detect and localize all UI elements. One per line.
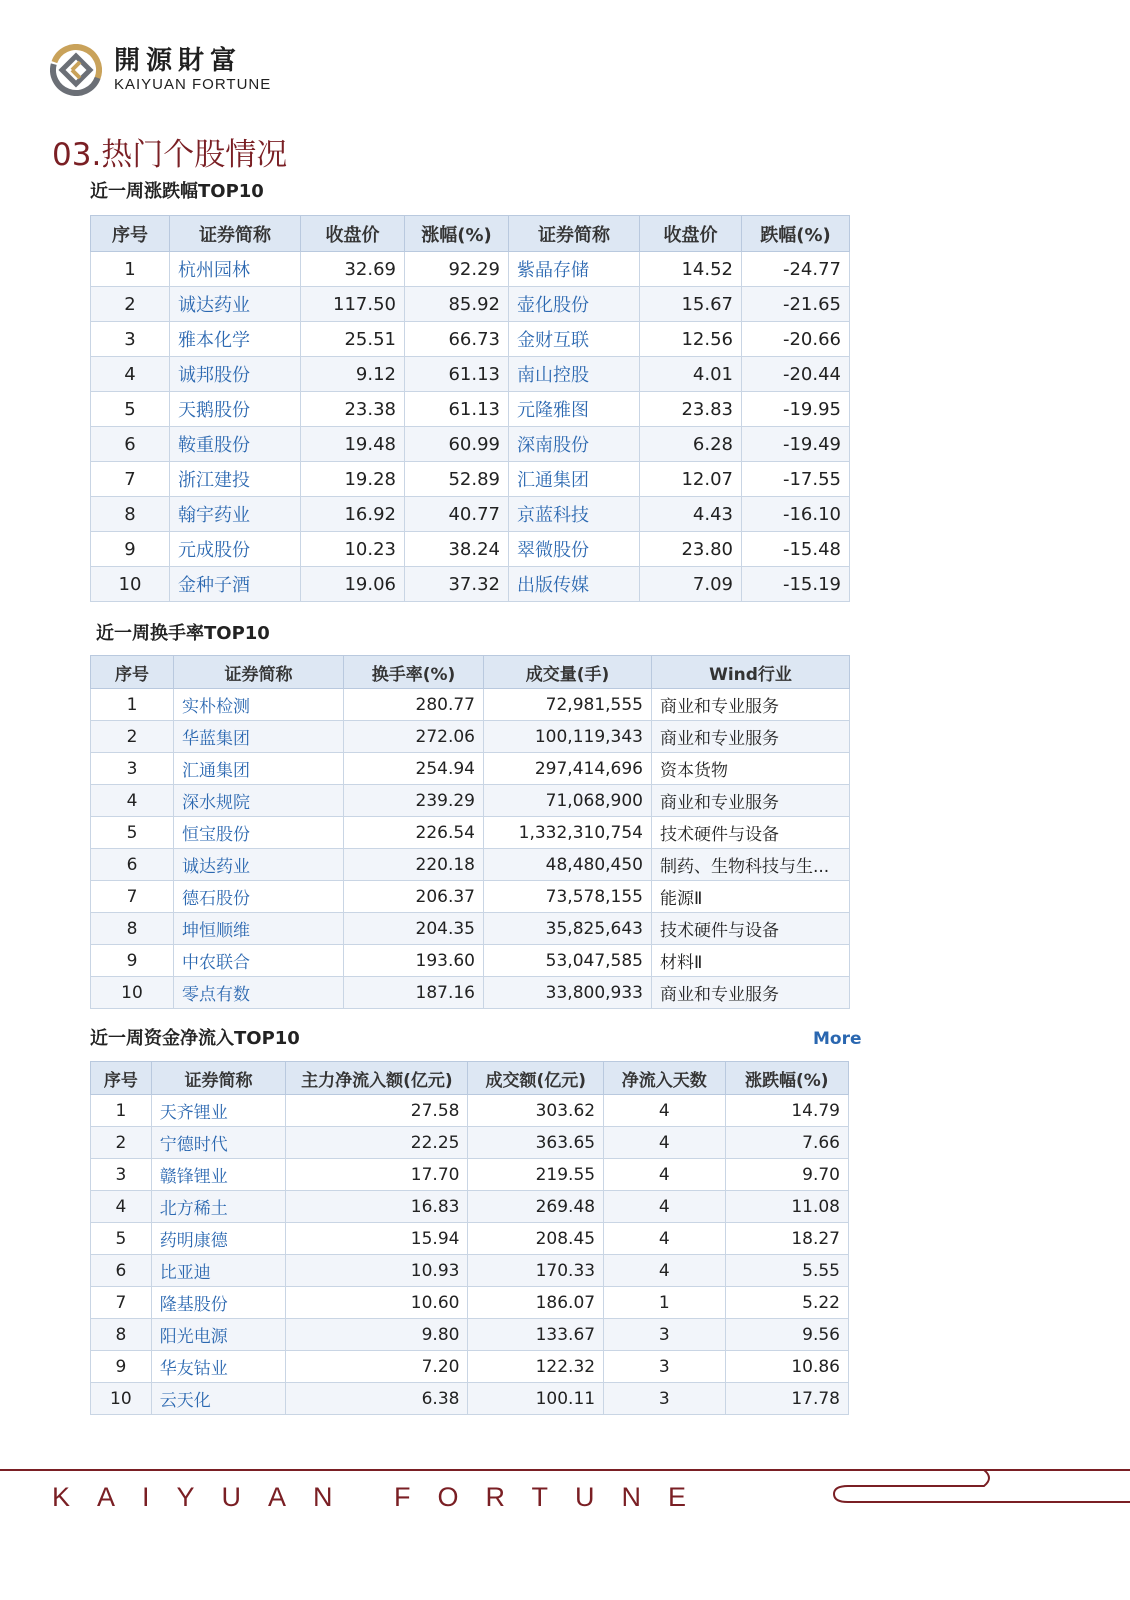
cell-rank: 9 <box>91 1351 152 1383</box>
cell-stock-name[interactable]: 德石股份 <box>174 881 344 913</box>
cell-loser-name[interactable]: 壶化股份 <box>509 287 640 322</box>
cell-volume: 35,825,643 <box>484 913 652 945</box>
cell-rank: 6 <box>91 849 174 881</box>
table-row <box>91 252 850 287</box>
cell-gainer-name[interactable]: 金种子酒 <box>170 567 301 602</box>
column-header-rank: 序号 <box>91 1062 152 1095</box>
cell-loser-name[interactable]: 深南股份 <box>509 427 640 462</box>
table-row <box>91 1351 849 1383</box>
cell-gain-pct: 40.77 <box>405 497 509 532</box>
table-row <box>91 817 850 849</box>
cell-gainer-name[interactable]: 元成股份 <box>170 532 301 567</box>
cell-wind-industry: 商业和专业服务 <box>652 721 850 753</box>
cell-gain-pct: 38.24 <box>405 532 509 567</box>
table-row <box>91 357 850 392</box>
cell-rank: 4 <box>91 1191 152 1223</box>
table-row <box>91 689 850 721</box>
footer-brand-text: KAIYUAN FORTUNE <box>52 1482 714 1512</box>
column-header-loser-close: 收盘价 <box>640 216 742 252</box>
cell-loss-pct: -21.65 <box>742 287 850 322</box>
net-inflow-table <box>90 1061 849 1415</box>
cell-stock-name[interactable]: 宁德时代 <box>151 1127 286 1159</box>
cell-loser-name[interactable]: 金财互联 <box>509 322 640 357</box>
cell-rank: 7 <box>91 462 170 497</box>
cell-stock-name[interactable]: 云天化 <box>151 1383 286 1415</box>
cell-change-pct: 5.22 <box>725 1287 848 1319</box>
logo-english-name: KAIYUAN FORTUNE <box>114 76 272 93</box>
table-row <box>91 1223 849 1255</box>
cell-amount: 363.65 <box>468 1127 604 1159</box>
cell-gain-pct: 66.73 <box>405 322 509 357</box>
cell-gainer-name[interactable]: 雅本化学 <box>170 322 301 357</box>
cell-gain-pct: 52.89 <box>405 462 509 497</box>
cell-turnover-rate: 280.77 <box>344 689 484 721</box>
cell-wind-industry: 资本货物 <box>652 753 850 785</box>
cell-gainer-close: 19.28 <box>301 462 405 497</box>
cell-loser-name[interactable]: 紫晶存储 <box>509 252 640 287</box>
table-row <box>91 913 850 945</box>
cell-loser-close: 7.09 <box>640 567 742 602</box>
logo-chinese-name: 開源財富 <box>114 46 243 76</box>
cell-gainer-name[interactable]: 诚达药业 <box>170 287 301 322</box>
cell-loser-name[interactable]: 京蓝科技 <box>509 497 640 532</box>
cell-turnover-rate: 220.18 <box>344 849 484 881</box>
cell-stock-name[interactable]: 北方稀土 <box>151 1191 286 1223</box>
table2-title: 近一周换手率TOP10 <box>96 623 270 644</box>
cell-turnover-rate: 272.06 <box>344 721 484 753</box>
cell-rank: 3 <box>91 1159 152 1191</box>
cell-rank: 7 <box>91 1287 152 1319</box>
kaiyuan-logo-icon <box>50 44 102 96</box>
cell-loss-pct: -15.48 <box>742 532 850 567</box>
cell-amount: 100.11 <box>468 1383 604 1415</box>
cell-loss-pct: -24.77 <box>742 252 850 287</box>
cell-rank: 8 <box>91 913 174 945</box>
table-header-row <box>91 1062 849 1095</box>
cell-gain-pct: 92.29 <box>405 252 509 287</box>
cell-change-pct: 17.78 <box>725 1383 848 1415</box>
cell-amount: 133.67 <box>468 1319 604 1351</box>
table-row <box>91 392 850 427</box>
cell-rank: 1 <box>91 252 170 287</box>
cell-inflow-days: 4 <box>604 1255 725 1287</box>
cell-stock-name[interactable]: 中农联合 <box>174 945 344 977</box>
cell-net-inflow: 15.94 <box>286 1223 468 1255</box>
cell-gainer-close: 25.51 <box>301 322 405 357</box>
cell-rank: 3 <box>91 753 174 785</box>
cell-stock-name[interactable]: 诚达药业 <box>174 849 344 881</box>
cell-rank: 3 <box>91 322 170 357</box>
column-header-turnover-rate: 换手率(%) <box>344 656 484 689</box>
column-header-loss-pct: 跌幅(%) <box>742 216 850 252</box>
cell-rank: 7 <box>91 881 174 913</box>
cell-gain-pct: 37.32 <box>405 567 509 602</box>
cell-volume: 33,800,933 <box>484 977 652 1009</box>
cell-amount: 269.48 <box>468 1191 604 1223</box>
cell-volume: 73,578,155 <box>484 881 652 913</box>
cell-gain-pct: 60.99 <box>405 427 509 462</box>
table-row <box>91 1287 849 1319</box>
cell-gainer-close: 16.92 <box>301 497 405 532</box>
cell-net-inflow: 10.93 <box>286 1255 468 1287</box>
table-row <box>91 977 850 1009</box>
column-header-rank: 序号 <box>91 216 170 252</box>
cell-rank: 6 <box>91 427 170 462</box>
cell-rank: 10 <box>91 1383 152 1415</box>
footer-decoration-icon <box>832 1468 1130 1504</box>
cell-stock-name[interactable]: 阳光电源 <box>151 1319 286 1351</box>
cell-change-pct: 14.79 <box>725 1095 848 1127</box>
cell-net-inflow: 22.25 <box>286 1127 468 1159</box>
price-change-table <box>90 215 850 602</box>
cell-inflow-days: 4 <box>604 1127 725 1159</box>
cell-wind-industry: 材料Ⅱ <box>652 945 850 977</box>
cell-wind-industry: 商业和专业服务 <box>652 977 850 1009</box>
table-header-row <box>91 656 850 689</box>
cell-rank: 2 <box>91 1127 152 1159</box>
cell-loser-close: 23.83 <box>640 392 742 427</box>
table-row <box>91 567 850 602</box>
table-row <box>91 532 850 567</box>
cell-volume: 72,981,555 <box>484 689 652 721</box>
brand-logo <box>50 42 271 98</box>
cell-gainer-close: 117.50 <box>301 287 405 322</box>
cell-stock-name[interactable]: 赣锋锂业 <box>151 1159 286 1191</box>
section-title: 03.热门个股情况 <box>52 137 288 173</box>
cell-loser-name[interactable]: 南山控股 <box>509 357 640 392</box>
cell-rank: 2 <box>91 721 174 753</box>
cell-rank: 2 <box>91 287 170 322</box>
cell-inflow-days: 4 <box>604 1095 725 1127</box>
cell-loser-name[interactable]: 元隆雅图 <box>509 392 640 427</box>
cell-rank: 4 <box>91 785 174 817</box>
cell-loser-name[interactable]: 出版传媒 <box>509 567 640 602</box>
cell-gainer-close: 10.23 <box>301 532 405 567</box>
column-header-gainer-close: 收盘价 <box>301 216 405 252</box>
cell-rank: 9 <box>91 945 174 977</box>
cell-rank: 8 <box>91 497 170 532</box>
cell-volume: 297,414,696 <box>484 753 652 785</box>
cell-amount: 208.45 <box>468 1223 604 1255</box>
cell-stock-name[interactable]: 药明康德 <box>151 1223 286 1255</box>
column-header-volume: 成交量(手) <box>484 656 652 689</box>
cell-turnover-rate: 206.37 <box>344 881 484 913</box>
column-header-gainer-name: 证券简称 <box>170 216 301 252</box>
cell-inflow-days: 1 <box>604 1287 725 1319</box>
table-header-row <box>91 216 850 252</box>
column-header-net-inflow: 主力净流入额(亿元) <box>286 1062 468 1095</box>
table-row <box>91 849 850 881</box>
cell-inflow-days: 4 <box>604 1191 725 1223</box>
cell-change-pct: 9.56 <box>725 1319 848 1351</box>
cell-volume: 1,332,310,754 <box>484 817 652 849</box>
cell-change-pct: 9.70 <box>725 1159 848 1191</box>
column-header-stock-name: 证券简称 <box>174 656 344 689</box>
table-row <box>91 785 850 817</box>
cell-inflow-days: 3 <box>604 1319 725 1351</box>
cell-loss-pct: -19.95 <box>742 392 850 427</box>
cell-gainer-close: 19.48 <box>301 427 405 462</box>
cell-inflow-days: 4 <box>604 1159 725 1191</box>
table-row <box>91 1191 849 1223</box>
cell-wind-industry: 商业和专业服务 <box>652 785 850 817</box>
cell-amount: 219.55 <box>468 1159 604 1191</box>
cell-inflow-days: 3 <box>604 1351 725 1383</box>
cell-stock-name[interactable]: 天齐锂业 <box>151 1095 286 1127</box>
cell-loss-pct: -20.66 <box>742 322 850 357</box>
column-header-rank: 序号 <box>91 656 174 689</box>
cell-loser-close: 14.52 <box>640 252 742 287</box>
cell-gainer-close: 32.69 <box>301 252 405 287</box>
cell-net-inflow: 27.58 <box>286 1095 468 1127</box>
cell-turnover-rate: 226.54 <box>344 817 484 849</box>
cell-gainer-name[interactable]: 鞍重股份 <box>170 427 301 462</box>
cell-amount: 170.33 <box>468 1255 604 1287</box>
cell-gain-pct: 85.92 <box>405 287 509 322</box>
cell-gainer-close: 23.38 <box>301 392 405 427</box>
cell-stock-name[interactable]: 坤恒顺维 <box>174 913 344 945</box>
cell-wind-industry: 技术硬件与设备 <box>652 817 850 849</box>
table-row <box>91 1127 849 1159</box>
cell-change-pct: 5.55 <box>725 1255 848 1287</box>
cell-loser-close: 4.01 <box>640 357 742 392</box>
cell-net-inflow: 6.38 <box>286 1383 468 1415</box>
cell-rank: 5 <box>91 817 174 849</box>
cell-volume: 48,480,450 <box>484 849 652 881</box>
cell-turnover-rate: 254.94 <box>344 753 484 785</box>
cell-inflow-days: 4 <box>604 1223 725 1255</box>
cell-wind-industry: 能源Ⅱ <box>652 881 850 913</box>
table-row <box>91 287 850 322</box>
cell-wind-industry: 技术硬件与设备 <box>652 913 850 945</box>
column-header-change-pct: 涨跌幅(%) <box>725 1062 848 1095</box>
cell-change-pct: 11.08 <box>725 1191 848 1223</box>
more-link[interactable]: More <box>813 1029 862 1049</box>
table-row <box>91 1159 849 1191</box>
cell-rank: 5 <box>91 392 170 427</box>
cell-rank: 6 <box>91 1255 152 1287</box>
cell-turnover-rate: 187.16 <box>344 977 484 1009</box>
cell-gainer-name[interactable]: 杭州园林 <box>170 252 301 287</box>
column-header-amount: 成交额(亿元) <box>468 1062 604 1095</box>
column-header-stock-name: 证券简称 <box>151 1062 286 1095</box>
column-header-gain-pct: 涨幅(%) <box>405 216 509 252</box>
cell-rank: 9 <box>91 532 170 567</box>
cell-volume: 71,068,900 <box>484 785 652 817</box>
table-row <box>91 753 850 785</box>
cell-net-inflow: 17.70 <box>286 1159 468 1191</box>
cell-rank: 8 <box>91 1319 152 1351</box>
cell-stock-name[interactable]: 零点有数 <box>174 977 344 1009</box>
cell-loss-pct: -19.49 <box>742 427 850 462</box>
cell-loss-pct: -17.55 <box>742 462 850 497</box>
cell-volume: 100,119,343 <box>484 721 652 753</box>
cell-stock-name[interactable]: 比亚迪 <box>151 1255 286 1287</box>
table-row <box>91 427 850 462</box>
table-row <box>91 1383 849 1415</box>
cell-change-pct: 10.86 <box>725 1351 848 1383</box>
cell-loser-close: 15.67 <box>640 287 742 322</box>
cell-loser-close: 12.07 <box>640 462 742 497</box>
cell-amount: 122.32 <box>468 1351 604 1383</box>
cell-net-inflow: 16.83 <box>286 1191 468 1223</box>
cell-net-inflow: 9.80 <box>286 1319 468 1351</box>
cell-loser-name[interactable]: 汇通集团 <box>509 462 640 497</box>
cell-stock-name[interactable]: 隆基股份 <box>151 1287 286 1319</box>
column-header-loser-name: 证券简称 <box>509 216 640 252</box>
cell-gainer-name[interactable]: 浙江建投 <box>170 462 301 497</box>
cell-stock-name[interactable]: 实朴检测 <box>174 689 344 721</box>
cell-change-pct: 18.27 <box>725 1223 848 1255</box>
cell-turnover-rate: 193.60 <box>344 945 484 977</box>
table1-title: 近一周涨跌幅TOP10 <box>90 181 264 202</box>
cell-inflow-days: 3 <box>604 1383 725 1415</box>
table-row <box>91 1095 849 1127</box>
cell-rank: 5 <box>91 1223 152 1255</box>
cell-volume: 53,047,585 <box>484 945 652 977</box>
cell-gainer-name[interactable]: 诚邦股份 <box>170 357 301 392</box>
cell-rank: 1 <box>91 1095 152 1127</box>
cell-wind-industry: 制药、生物科技与生... <box>652 849 850 881</box>
table-row <box>91 322 850 357</box>
cell-loser-name[interactable]: 翠微股份 <box>509 532 640 567</box>
cell-stock-name[interactable]: 深水规院 <box>174 785 344 817</box>
cell-rank: 4 <box>91 357 170 392</box>
cell-rank: 10 <box>91 567 170 602</box>
table-row <box>91 462 850 497</box>
cell-loser-close: 4.43 <box>640 497 742 532</box>
cell-stock-name[interactable]: 华蓝集团 <box>174 721 344 753</box>
cell-turnover-rate: 204.35 <box>344 913 484 945</box>
cell-gainer-close: 19.06 <box>301 567 405 602</box>
cell-stock-name[interactable]: 汇通集团 <box>174 753 344 785</box>
cell-loser-close: 12.56 <box>640 322 742 357</box>
cell-rank: 10 <box>91 977 174 1009</box>
cell-gainer-name[interactable]: 翰宇药业 <box>170 497 301 532</box>
cell-loss-pct: -20.44 <box>742 357 850 392</box>
cell-net-inflow: 10.60 <box>286 1287 468 1319</box>
cell-change-pct: 7.66 <box>725 1127 848 1159</box>
cell-amount: 303.62 <box>468 1095 604 1127</box>
table3-title: 近一周资金净流入TOP10 <box>90 1028 300 1049</box>
cell-gain-pct: 61.13 <box>405 357 509 392</box>
cell-stock-name[interactable]: 华友钴业 <box>151 1351 286 1383</box>
turnover-rate-table <box>90 655 850 1009</box>
cell-loss-pct: -16.10 <box>742 497 850 532</box>
cell-gain-pct: 61.13 <box>405 392 509 427</box>
table-row <box>91 881 850 913</box>
cell-turnover-rate: 239.29 <box>344 785 484 817</box>
cell-loser-close: 6.28 <box>640 427 742 462</box>
cell-loss-pct: -15.19 <box>742 567 850 602</box>
table-row <box>91 945 850 977</box>
cell-gainer-name[interactable]: 天鹅股份 <box>170 392 301 427</box>
column-header-wind-industry: Wind行业 <box>652 656 850 689</box>
table-row <box>91 721 850 753</box>
cell-loser-close: 23.80 <box>640 532 742 567</box>
cell-rank: 1 <box>91 689 174 721</box>
table-row <box>91 1319 849 1351</box>
table-row <box>91 1255 849 1287</box>
cell-amount: 186.07 <box>468 1287 604 1319</box>
column-header-inflow-days: 净流入天数 <box>604 1062 725 1095</box>
cell-net-inflow: 7.20 <box>286 1351 468 1383</box>
cell-stock-name[interactable]: 恒宝股份 <box>174 817 344 849</box>
cell-wind-industry: 商业和专业服务 <box>652 689 850 721</box>
cell-gainer-close: 9.12 <box>301 357 405 392</box>
table-row <box>91 497 850 532</box>
